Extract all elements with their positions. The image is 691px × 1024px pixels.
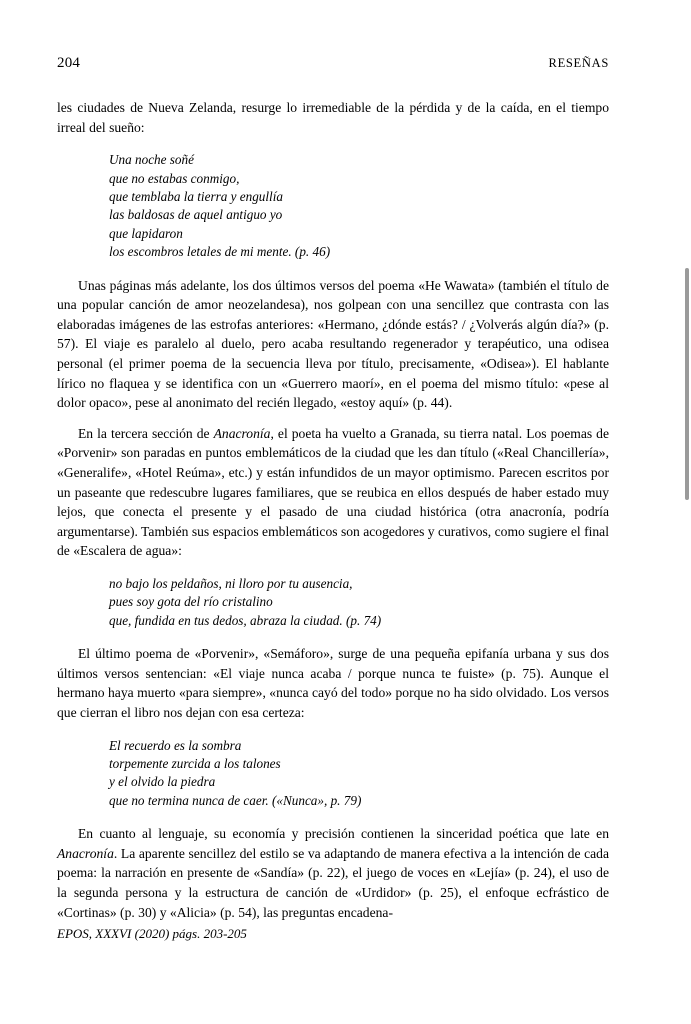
- paragraph-5: [57, 824, 609, 922]
- verse-line: que no termina nunca de caer. («Nunca», p. 79): [109, 792, 362, 808]
- verse-line: y el olvido la piedra: [109, 774, 216, 790]
- running-head: [57, 55, 609, 72]
- verse-line: que temblaba la tierra y engullía: [109, 189, 283, 204]
- paragraph-3: [57, 424, 609, 561]
- verse-line: que, fundida en tus dedos, abraza la ciudad. (p. 74): [109, 612, 382, 628]
- page-number: 204: [57, 55, 81, 71]
- verse-line: pues soy gota del río cristalino: [109, 594, 273, 610]
- verse-line: Una noche soñé: [109, 152, 194, 168]
- verse-line: El recuerdo es la sombra: [109, 737, 242, 753]
- verse-line: torpemente zurcida a los talones: [109, 755, 281, 771]
- section-title: RESEÑAS: [548, 56, 609, 70]
- verse-block-2: [57, 575, 609, 630]
- verse-line: que no estabas conmigo,: [109, 170, 240, 186]
- book-title-anacronia-2: Anacronía: [57, 845, 114, 861]
- verse-line: no bajo los peldaños, ni lloro por tu ausencia,: [109, 575, 353, 591]
- paragraph-4: El último poema de «Porvenir», «Semáforo», surge de una pequeña epifanía urbana y sus dos últimos versos sentencian: «El viaje nunca acaba / porque nunca te fuiste» (p. 75). Aunque el hermano haya muerto «para siempre», «nunca cayó del todo» porque no ha sido olvidado. Los versos que cierran el libro nos dejan con esa certeza:: [57, 646, 609, 720]
- scrollbar-track[interactable]: [683, 0, 691, 1024]
- paragraph-1: les ciudades de Nueva Zelanda, resurge lo irremediable de la pérdida y de la caída, en el tiempo irreal del sueño:: [57, 100, 609, 135]
- verse-line: las baldosas de aquel antiguo yo: [109, 207, 283, 223]
- paragraph-3-text-b: , el poeta ha vuelto a Granada, su tierra natal. Los poemas de «Porvenir» son paradas en puntos emblemáticos de la ciudad que les dan título («Real Chancillería», «Generalife», «Hotel Reúma», etc.) y están infundidos de un mayor optimismo. Parecen escritos por un paseante que redescubre lugares familiares, que se reubica en ellos después de haber estado muy lejos, que conecta el presente y el pasado de una ciudad histórica (otra anacronía, podría argumentarse). También sus espacios emblemáticos son acogedores y curativos, como sugiere el final de «Escalera de agua»:: [57, 425, 610, 559]
- verse-line: los escombros letales de mi mente. (p. 46): [109, 244, 331, 260]
- paragraph-2: Unas páginas más adelante, los dos últimos versos del poema «He Wawata» (también el título de una popular canción de amor neozelandesa), nos golpean con una sencillez que contrasta con las elaboradas imágenes de las estrofas anteriores: «Hermano, ¿dónde estás? / ¿Volverás algún día?» (p. 57). El viaje es paralelo al duelo, pero acaba resultando regenerador y terapéutico, una odisea personal (el primer poema de la secuencia lleva por título, precisamente, «Odisea»). El hablante lírico no flaquea y se identifica con un «Guerrero maorí», en el poema del mismo título: «pese al dolor opaco», pese al anonimato del recién llegado, «estoy aquí» (p. 44).: [57, 277, 609, 411]
- verse-block-1: [57, 151, 609, 261]
- page-content: [57, 55, 609, 922]
- page-footer: EPOS, XXXVI (2020) págs. 203-205: [57, 926, 247, 941]
- paragraph-5-text-a: En cuanto al lenguaje, su economía y precisión contienen la sinceridad poética que late en: [78, 826, 609, 842]
- paragraph-3-text-a: En la tercera sección de: [78, 425, 214, 441]
- book-title-anacronia: Anacronía: [213, 425, 271, 441]
- scrollbar-thumb[interactable]: [685, 268, 689, 500]
- verse-block-3: [57, 737, 609, 811]
- paragraph-5-text-b: . La aparente sencillez del estilo se va adaptando de manera efectiva a la intención de cada poema: la narración en presente de «Sandía» (p. 22), el juego de voces en «Lejía» (p. 24), el uso de la segunda persona y la estructura de canción de «Urdidor» (p. 25), el enfoque ecfrástico de «Cortinas» (p. 30) y «Alicia» (p. 54), las preguntas encadena-: [57, 845, 609, 920]
- verse-line: que lapidaron: [109, 225, 183, 241]
